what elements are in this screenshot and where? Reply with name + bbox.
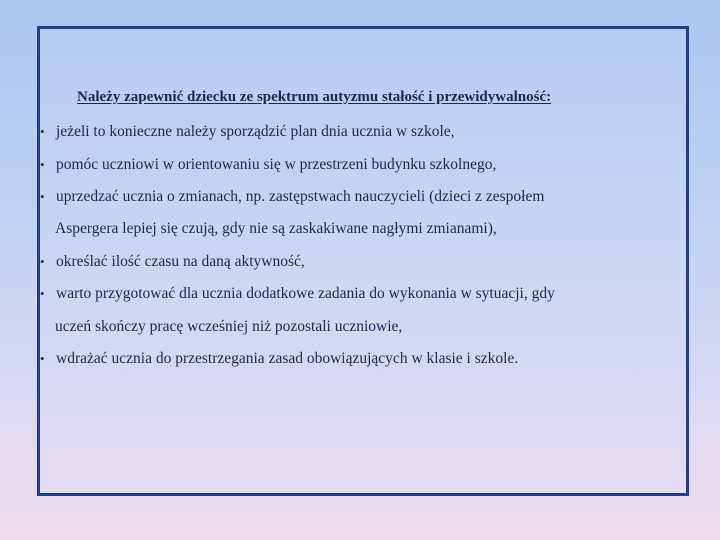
list-item-text: uprzedzać ucznia o zmianach, np. zastępstwach nauczycieli (dzieci z zespołem <box>56 188 545 205</box>
list-item <box>40 350 518 368</box>
bullet-icon: • <box>40 124 45 139</box>
bullet-icon: • <box>40 254 45 269</box>
list-item <box>40 156 496 174</box>
bullet-icon: • <box>40 189 45 204</box>
bullet-icon: • <box>40 286 45 301</box>
list-item <box>40 253 305 271</box>
bullet-icon: • <box>40 351 45 366</box>
bullet-icon: • <box>40 157 45 172</box>
list-item-text: wdrażać ucznia do przestrzegania zasad obowiązujących w klasie i szkole. <box>56 350 519 367</box>
list-item-continuation: Aspergera lepiej się czują, gdy nie są zaskakiwane nagłymi zmianami), <box>55 220 497 237</box>
content-frame <box>37 26 689 496</box>
list-item <box>40 285 555 303</box>
list-item-text: warto przygotować dla ucznia dodatkowe zadania do wykonania w sytuacji, gdy <box>56 285 555 302</box>
list-item-text: określać ilość czasu na daną aktywność, <box>56 253 305 270</box>
list-item-text: jeżeli to konieczne należy sporządzić plan dnia ucznia w szkole, <box>56 123 455 140</box>
list-item-text: pomóc uczniowi w orientowaniu się w przestrzeni budynku szkolnego, <box>56 156 497 173</box>
list-item <box>40 188 544 206</box>
slide-title: Należy zapewnić dziecku ze spektrum autyzmu stałość i przewidywalność: <box>77 89 552 105</box>
list-item-continuation: uczeń skończy pracę wcześniej niż pozostali uczniowie, <box>55 318 403 335</box>
list-item <box>40 123 455 141</box>
